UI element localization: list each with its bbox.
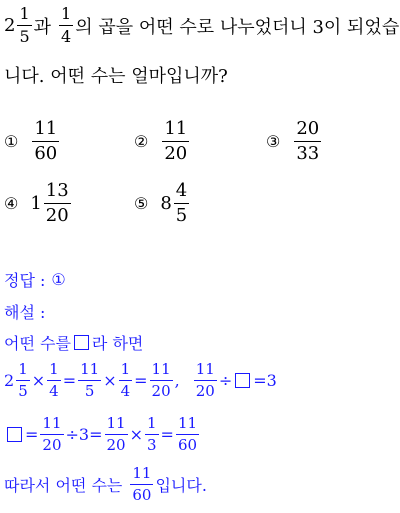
option-3[interactable]: ③ $\frac{20}{33}$ <box>266 118 320 164</box>
explanation-label: 해설 : <box>4 303 46 322</box>
answer-line <box>4 268 66 291</box>
question-text-2: 의 곱을 어떤 수로 나누었더니 3이 되었습 <box>75 16 400 38</box>
question-fraction-2: $\frac{1}{4}$ <box>61 4 72 46</box>
question-fraction-1: $\frac{1}{5}$ <box>19 4 30 46</box>
answer-label: 정답 : <box>4 271 46 290</box>
final-answer-fraction: $\frac{11}{60}$ <box>132 464 152 504</box>
option-4-whole: 1 <box>30 193 42 214</box>
option-2-fraction: $\frac{11}{20}$ <box>164 118 188 164</box>
option-4[interactable]: ④ 1 $\frac{13}{20}$ <box>4 180 69 226</box>
option-2[interactable]: ② $\frac{11}{20}$ <box>134 118 188 164</box>
option-5[interactable]: ⑤ 8 $\frac{4}{5}$ <box>134 180 188 226</box>
blank-box <box>7 427 22 442</box>
explanation-line-4: 따라서 어떤 수는 $\frac{11}{60}$ 입니다. <box>4 464 207 504</box>
question-whole: 2 <box>4 15 16 36</box>
answer-value: ① <box>51 270 66 289</box>
blank-box <box>74 335 89 350</box>
option-1-fraction: $\frac{11}{60}$ <box>34 118 58 164</box>
option-5-whole: 8 <box>160 193 172 214</box>
explanation-line-1: 어떤 수를 라 하면 <box>4 334 144 353</box>
blank-box <box>235 373 250 388</box>
option-4-fraction: $\frac{13}{20}$ <box>45 180 69 226</box>
question-line-2: 니다. 어떤 수는 얼마입니까? <box>4 66 228 87</box>
explanation-line-3: = $\frac{11}{20}$ ÷ 3 = $\frac{11}{20}$ × $\frac{1}{3}$ = $\frac{11}{60}$ <box>4 416 201 453</box>
explanation-line-2: 2 $\frac{1}{5}$ × $\frac{1}{4}$ = $\frac{11}{5}$ × $\frac{1}{4}$ = $\frac{11}{20}$ , $\frac{11}{20}$ ÷ = 3 <box>4 360 277 400</box>
option-1[interactable]: ① $\frac{11}{60}$ <box>4 118 58 164</box>
question-text-1: 과 <box>33 16 52 38</box>
option-5-fraction: $\frac{4}{5}$ <box>175 180 188 226</box>
option-3-fraction: $\frac{20}{33}$ <box>296 118 320 164</box>
question-line-1 <box>4 6 399 45</box>
